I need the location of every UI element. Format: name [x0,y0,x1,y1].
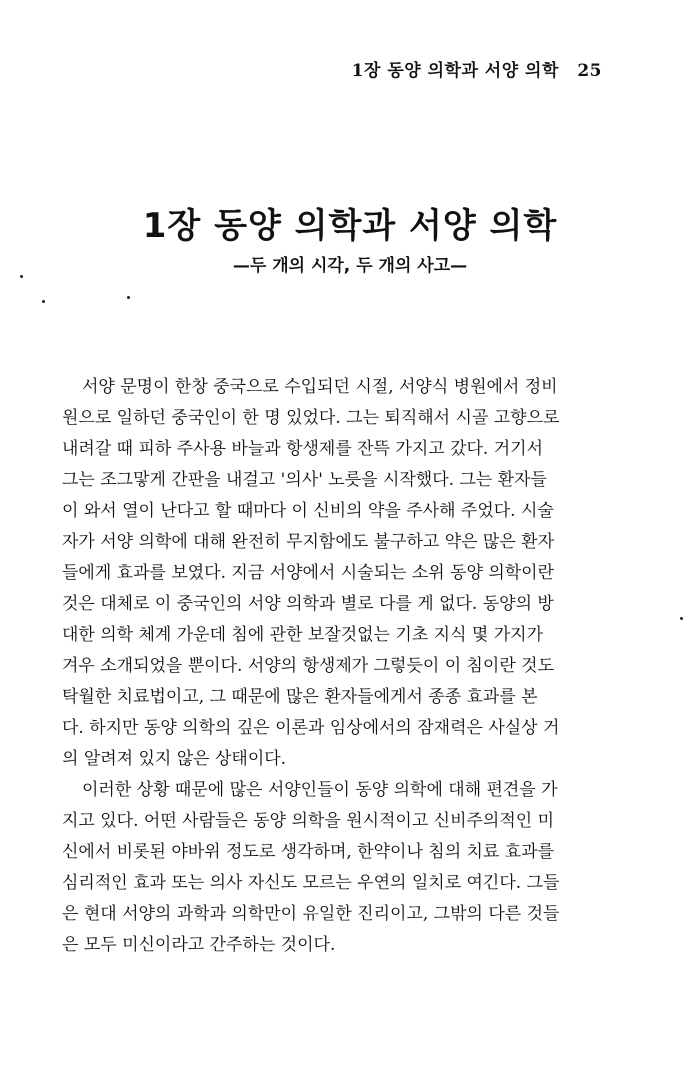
text-line: 내려갈 때 피하 주사용 바늘과 항생제를 잔뜩 가지고 갔다. 거기서 [62,439,544,459]
paragraph-1 [62,372,612,775]
scan-speck [127,296,130,299]
text-line: 은 현대 서양의 과학과 의학만이 유일한 진리이고, 그밖의 다른 것들 [62,904,560,924]
text-line: 신에서 비롯된 야바위 정도로 생각하며, 한약이나 침의 치료 효과를 [62,842,555,862]
text-line: 그는 조그맣게 간판을 내걸고 '의사' 노릇을 시작했다. 그는 환자들 [62,470,547,490]
text-line: 이 와서 열이 난다고 할 때마다 이 신비의 약을 주사해 주었다. 시술 [62,501,554,521]
text-line: 의 알려져 있지 않은 상태이다. [62,749,287,769]
text-line: 겨우 소개되었을 뿐이다. 서양의 항생제가 그렇듯이 이 침이란 것도 [62,656,555,676]
scan-speck [42,300,45,303]
chapter-title: 1장 동양 의학과 서양 의학 [142,206,558,246]
scan-speck [20,275,23,278]
chapter-subtitle: —두 개의 시각, 두 개의 사고— [232,256,468,276]
paragraph-2 [62,775,612,961]
text-line: 지고 있다. 어떤 사람들은 동양 의학을 원시적이고 신비주의적인 미 [62,811,555,831]
text-line: 원으로 일하던 중국인이 한 명 있었다. 그는 퇴직해서 시골 고향으로 [62,408,560,428]
text-line: 자가 서양 의학에 대해 완전히 무지함에도 불구하고 약은 많은 환자 [62,532,555,552]
text-line: 것은 대체로 이 중국인의 서양 의학과 별로 다를 게 없다. 동양의 방 [62,594,554,614]
page-number: 25 [577,61,602,81]
scan-speck [680,617,683,620]
text-line: 서양 문명이 한창 중국으로 수입되던 시절, 서양식 병원에서 정비 [82,377,558,397]
running-header [352,56,602,81]
text-line: 들에게 효과를 보였다. 지금 서양에서 시술되는 소위 동양 의학이란 [62,563,555,583]
text-line: 대한 의학 체계 가운데 침에 관한 보잘것없는 기초 지식 몇 가지가 [62,625,544,645]
body-text [62,372,612,961]
text-line: 탁월한 치료법이고, 그 때문에 많은 환자들에게서 종종 효과를 본 [62,687,538,707]
text-line: 다. 하지만 동양 의학의 깊은 이론과 임상에서의 잠재력은 사실상 거 [62,718,560,738]
text-line: 이러한 상황 때문에 많은 서양인들이 동양 의학에 대해 편견을 가 [82,780,558,800]
text-line: 심리적인 효과 또는 의사 자신도 모르는 우연의 일치로 여긴다. 그들 [62,873,560,893]
running-title: 1장 동양 의학과 서양 의학 [351,61,559,81]
text-line: 은 모두 미신이라고 간주하는 것이다. [62,935,336,955]
